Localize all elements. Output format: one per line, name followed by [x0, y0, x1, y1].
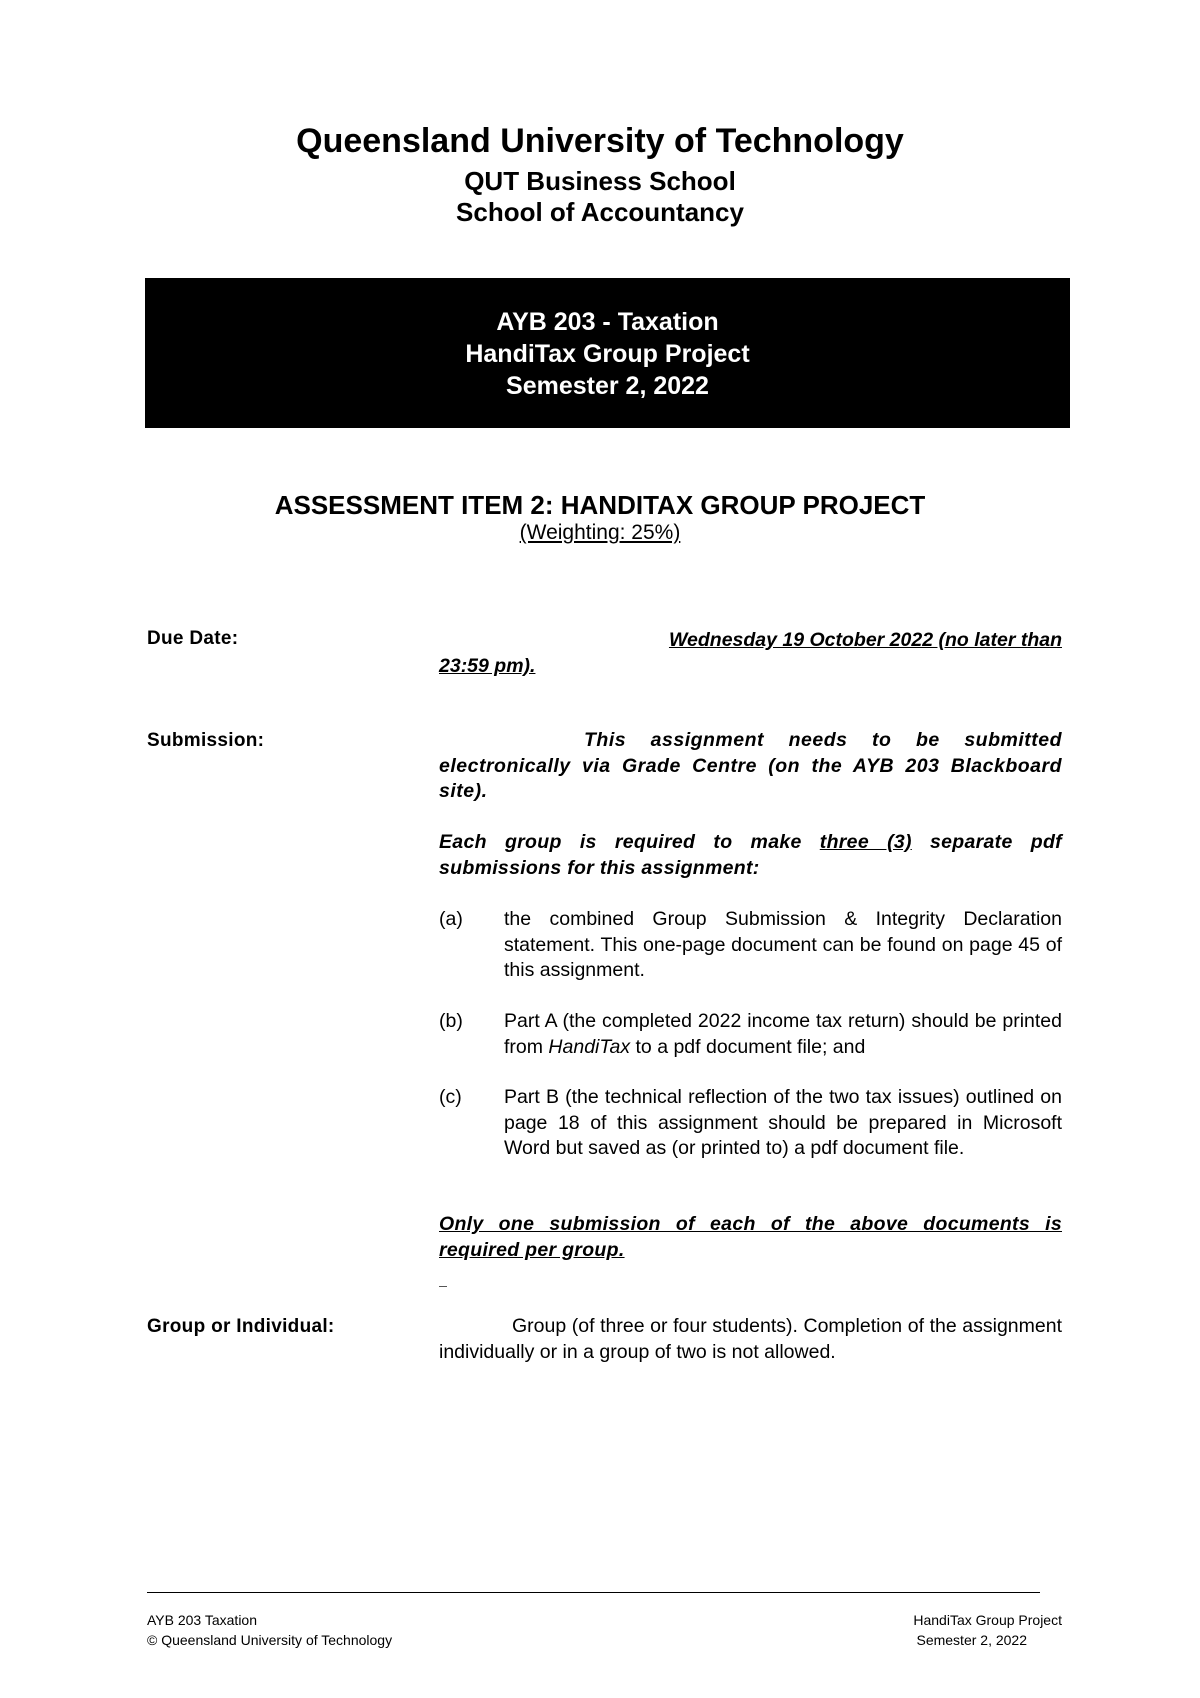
footer-course: AYB 203 Taxation — [147, 1612, 258, 1628]
submission-requirement — [439, 830, 1062, 881]
footer-copyright: © Queensland University of Technology — [147, 1632, 393, 1648]
banner-semester: Semester 2, 2022 — [506, 372, 709, 400]
item-text — [504, 1009, 1062, 1060]
divider — [439, 1286, 447, 1287]
item-text: Part B (the technical reflection of the two tax issues) outlined on page 18 of this assignment should be prepared in Microsoft Word but saved as (or printed to) a pdf document file. — [504, 1086, 1062, 1159]
business-school-heading: QUT Business School — [464, 166, 736, 196]
due-date-value-line-1: Wednesday 19 October 2022 (no later than — [668, 629, 1062, 651]
item-text-emphasis: HandiTax — [548, 1035, 631, 1058]
accountancy-school-heading: School of Accountancy — [456, 197, 744, 227]
assessment-title: ASSESSMENT ITEM 2: HANDITAX GROUP PROJECT — [274, 490, 926, 520]
footer-semester: Semester 2, 2022 — [916, 1632, 1027, 1648]
course-banner — [145, 278, 1070, 428]
banner-course: AYB 203 - Taxation — [496, 308, 719, 336]
requirement-prefix: Each group is required to make — [439, 831, 820, 853]
university-title: Queensland University of Technology — [296, 122, 904, 160]
footer-divider — [147, 1592, 1040, 1593]
assessment-weighting: (Weighting: 25%) — [519, 521, 681, 544]
group-label: Group or Individual: — [147, 1316, 335, 1337]
item-text: the combined Group Submission & Integrity Declaration statement. This one-page document can be found on page 45 of this assignment. — [504, 908, 1062, 981]
group-text: Group (of three or four students). Completion of the assignment individually or in a group of two is not allowed. — [439, 1315, 1062, 1363]
banner-project: HandiTax Group Project — [465, 340, 750, 368]
item-text-post: to a pdf document file; and — [630, 1035, 866, 1058]
item-marker: (b) — [439, 1010, 463, 1032]
item-marker: (c) — [439, 1086, 462, 1108]
due-date-value-line-2: 23:59 pm). — [439, 655, 536, 677]
due-date-label: Due Date: — [147, 628, 239, 649]
submission-note: Only one submission of each of the above documents is required per group. — [439, 1213, 1062, 1261]
submission-intro: This assignment needs to be submitted electronically via Grade Centre (on the AYB 203 Blackboard site). — [439, 729, 1062, 802]
footer-project: HandiTax Group Project — [913, 1612, 1062, 1628]
item-marker: (a) — [439, 908, 463, 930]
submission-label: Submission: — [147, 730, 265, 751]
item-text-pre: Part A (the completed 2022 income tax return) should be printed from — [504, 1010, 1062, 1058]
requirement-suffix: separate pdf submissions for this assignment: — [439, 831, 1062, 879]
requirement-count: three (3) — [819, 831, 912, 853]
